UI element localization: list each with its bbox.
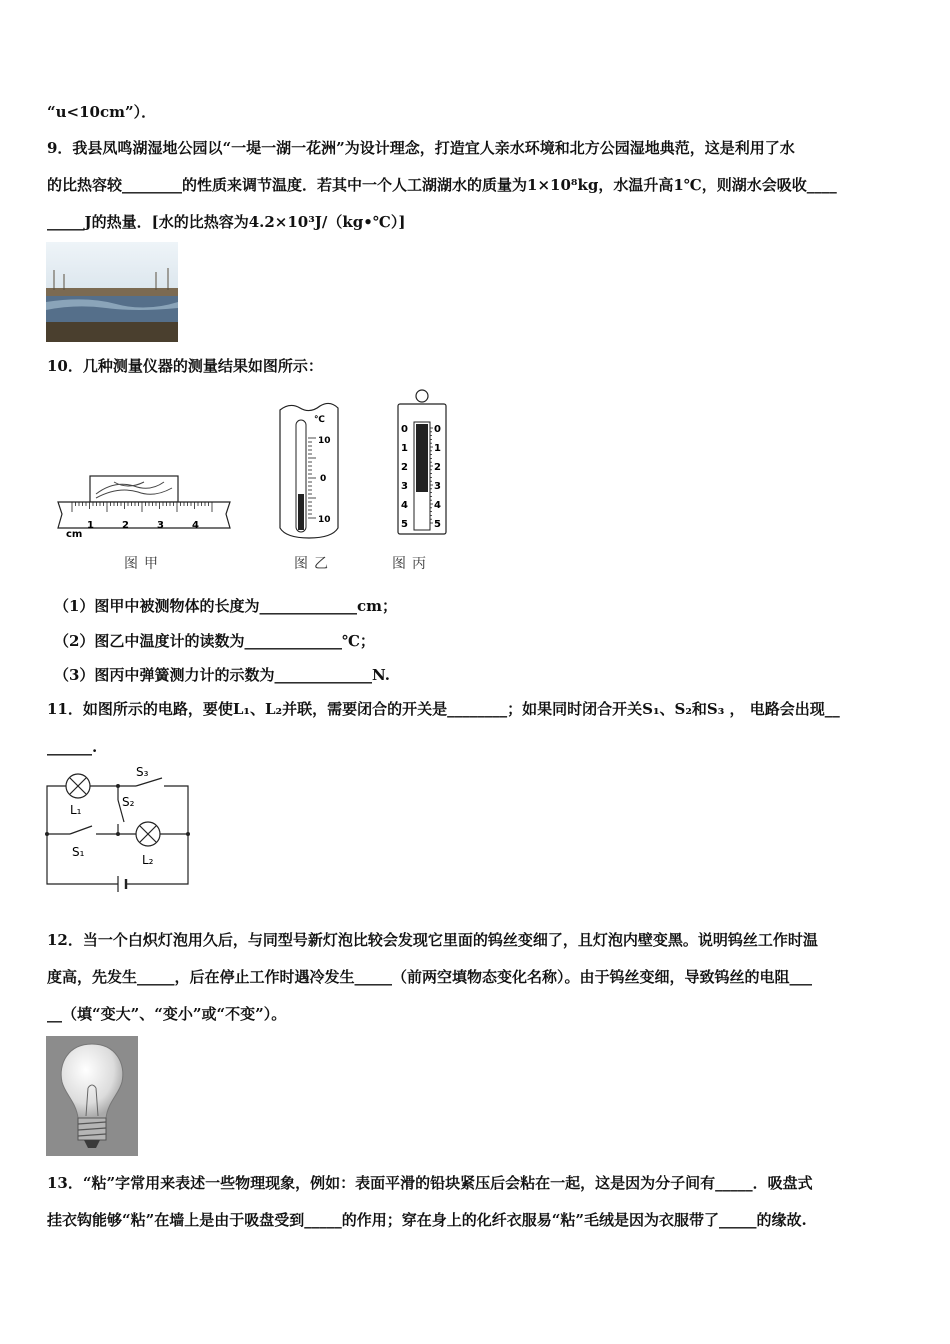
q13-line-2: 挂衣钩能够“粘”在墙上是由于吸盘受到_____的作用；穿在身上的化纤衣服易“粘”毛绒是因为衣服带了_____的缘故. xyxy=(47,1211,807,1229)
q12-line-1: 12．当一个白炽灯泡用久后，与同型号新灯泡比较会发现它里面的钨丝变细了，且灯泡内壁变黑。说明钨丝工作时温 xyxy=(47,931,818,949)
spring-tick-right: 2 xyxy=(434,462,441,473)
spring-scale-figure xyxy=(394,388,450,538)
q13-line-1: 13．“粘”字常用来表述一些物理现象，例如：表面平滑的铅块紧压后会粘在一起，这是因为分子间有_____．吸盘式 xyxy=(47,1174,813,1192)
fig-caption-c: 图丙 xyxy=(392,556,432,572)
spring-tick-left: 3 xyxy=(401,481,408,492)
ruler-figure xyxy=(54,470,234,542)
spring-tick-right: 5 xyxy=(434,519,441,530)
ruler-tick-label: 3 xyxy=(157,520,164,531)
label-s1: S₁ xyxy=(72,845,85,859)
q11-line-2: ______. xyxy=(47,738,98,756)
thermo-tick-label: 10 xyxy=(318,436,331,446)
q9-line-1: 9．我县凤鸣湖湿地公园以“一堤一湖一花洲”为设计理念，打造宜人亲水环境和北方公园湿地典范，这是利用了水 xyxy=(47,139,795,157)
spring-tick-right: 0 xyxy=(434,424,441,435)
q10-sub-3: （3）图丙中弹簧测力计的示数为_____________N. xyxy=(54,666,390,684)
thermo-tick-label: 0 xyxy=(320,474,327,484)
spring-tick-left: 2 xyxy=(401,462,408,473)
fig-caption-a: 图甲 xyxy=(124,556,164,572)
ruler-tick-label: 2 xyxy=(122,520,129,531)
spring-tick-left: 4 xyxy=(401,500,408,511)
ruler-tick-label: 4 xyxy=(192,520,199,531)
q10-sub-1: （1）图甲中被测物体的长度为_____________cm； xyxy=(54,597,397,615)
thermometer-figure xyxy=(276,400,342,540)
spring-tick-left: 1 xyxy=(401,443,408,454)
spring-tick-right: 4 xyxy=(434,500,441,511)
thermo-tick-label: 10 xyxy=(318,515,331,525)
fig-caption-b: 图乙 xyxy=(294,556,334,572)
mercury-column xyxy=(298,494,304,530)
light-bulb-photo xyxy=(46,1036,138,1156)
spring-tick-right: 1 xyxy=(434,443,441,454)
q10-sub-2: （2）图乙中温度计的读数为_____________℃； xyxy=(54,632,375,650)
q10-title: 10．几种测量仪器的测量结果如图所示： xyxy=(47,357,323,375)
q12-line-2: 度高，先发生_____，后在停止工作时遇冷发生_____（前两空填物态变化名称）。由于钨丝变细，导致钨丝的电阻___ xyxy=(47,968,813,986)
wetland-photo xyxy=(46,242,178,342)
ruler-unit-label: cm xyxy=(66,529,83,540)
thermo-unit-label: ℃ xyxy=(314,415,325,425)
label-s3: S₃ xyxy=(136,765,149,779)
q9-line-3: _____J的热量．[水的比热容为4.2×10³J/（kg•℃）] xyxy=(47,213,406,231)
q11-line-1: 11．如图所示的电路，要使L₁、L₂并联，需要闭合的开关是________；如果同时闭合开关S₁、S₂和S₃ ， 电路会出现__ xyxy=(47,700,840,718)
spring-tick-right: 3 xyxy=(434,481,441,492)
q12-line-3: __（填“变大”、“变小”或“不变”）。 xyxy=(47,1005,287,1023)
spring-tick-left: 5 xyxy=(401,519,408,530)
spring-tick-left: 0 xyxy=(401,424,408,435)
label-l1: L₁ xyxy=(70,803,82,817)
label-l2: L₂ xyxy=(142,853,154,867)
ruler-tick-label: 1 xyxy=(87,520,94,531)
q9-line-2: 的比热容较________的性质来调节温度．若其中一个人工湖湖水的质量为1×10⁸kg，水温升高1℃，则湖水会吸收____ xyxy=(47,176,837,194)
intro-line: “u<10cm”）． xyxy=(47,103,157,121)
circuit-diagram xyxy=(40,762,200,892)
spring-indicator xyxy=(416,424,428,492)
label-s2: S₂ xyxy=(122,795,135,809)
